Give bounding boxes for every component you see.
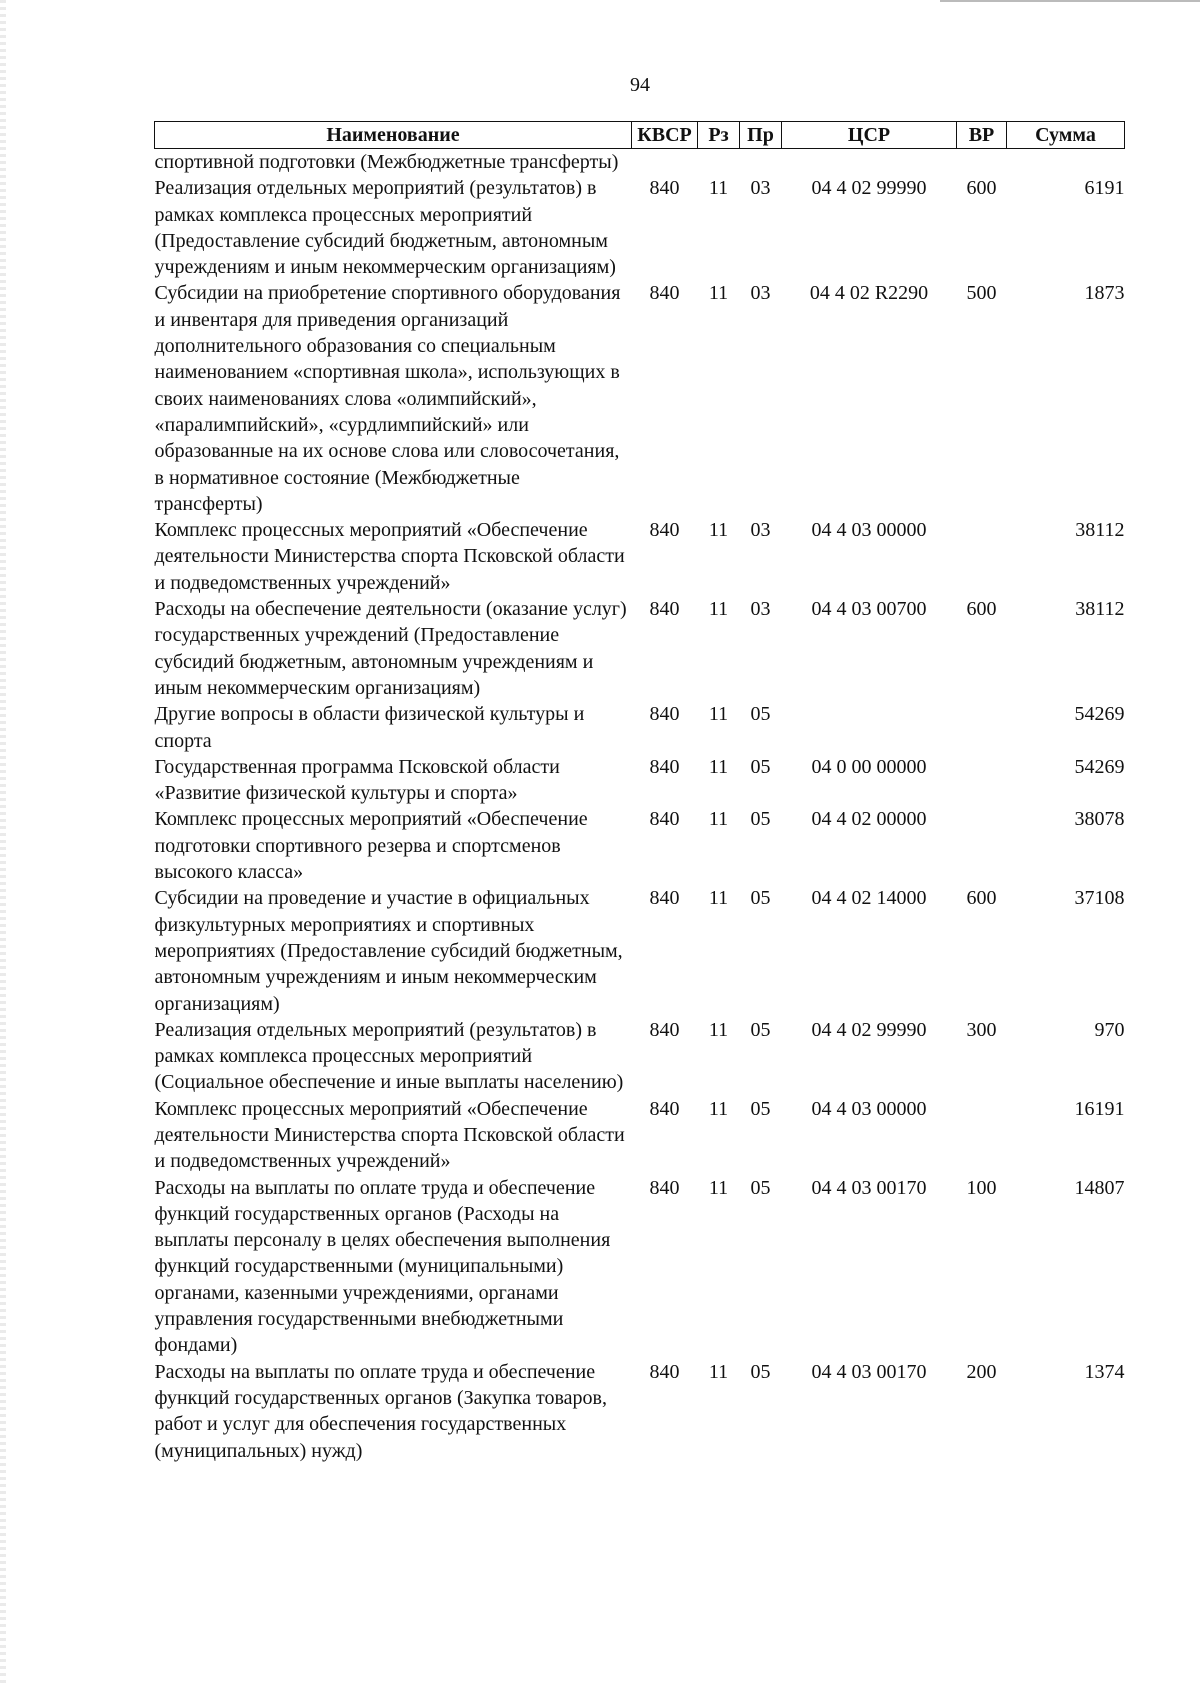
cell-csr: 04 4 03 00170 (811, 1176, 927, 1199)
cell-vr: 300 (966, 1018, 997, 1041)
cell-sum: 38112 (1075, 519, 1125, 542)
cell-rz: 11 (708, 598, 729, 621)
cell-pr: 03 (750, 598, 771, 621)
header-name: Наименование (155, 122, 632, 149)
cell-kvsr: 840 (649, 1176, 680, 1199)
cell-sum: 1374 (1084, 1360, 1125, 1383)
cell-vr (957, 806, 1007, 885)
cell-rz: 11 (708, 519, 729, 542)
cell-name: Комплекс процессных мероприятий «Обеспечение деятельности Министерства спорта Псковской области и подведомственных учреждений» (154, 519, 625, 594)
cell-pr: 05 (750, 1018, 771, 1041)
cell-pr: 05 (750, 1097, 771, 1120)
header-sum: Сумма (1007, 122, 1125, 149)
cell-sum: 970 (1094, 1018, 1125, 1041)
cell-name: Субсидии на проведение и участие в официальных физкультурных мероприятиях и спортивных мероприятиях (Предоставление субсидий бюджетным, автономным учреждениям и иным некоммерческим организациям) (154, 887, 623, 1015)
cell-name: Субсидии на приобретение спортивного оборудования и инвентаря для приведения организаций дополнительного образования со специальным наименованием «спортивная школа», использующих в своих наименованиях слова «олимпийский», «паралимпийский», «сурдлимпийский» или образованные на их основе слова или словосочетания, в нормативное состояние (Межбюджетные трансферты) (154, 282, 621, 515)
cell-vr (957, 149, 1007, 176)
cell-rz: 11 (708, 1018, 729, 1041)
table-row (155, 596, 1125, 701)
cell-csr: 04 0 00 00000 (811, 755, 927, 778)
cell-pr (740, 149, 782, 176)
cell-pr: 05 (750, 887, 771, 910)
header-row (155, 122, 1125, 149)
cell-vr: 600 (966, 887, 997, 910)
cell-rz: 11 (708, 1097, 729, 1120)
table-row (155, 885, 1125, 1016)
cell-vr: 100 (966, 1176, 997, 1199)
cell-rz: 11 (708, 177, 729, 200)
table-row (155, 1096, 1125, 1175)
header-vr: ВР (957, 122, 1007, 149)
cell-vr (957, 754, 1007, 807)
cell-pr: 05 (750, 703, 771, 726)
cell-csr: 04 4 02 99990 (811, 177, 927, 200)
budget-table (154, 121, 1125, 1464)
header-rz: Рз (698, 122, 740, 149)
table-row (155, 517, 1125, 596)
cell-rz: 11 (708, 1176, 729, 1199)
cell-rz: 11 (708, 755, 729, 778)
table-row (155, 1017, 1125, 1096)
cell-rz: 11 (708, 1360, 729, 1383)
cell-rz: 11 (708, 887, 729, 910)
table-row (155, 1175, 1125, 1359)
table-row (155, 754, 1125, 807)
cell-kvsr (632, 149, 698, 176)
cell-sum: 37108 (1074, 887, 1125, 910)
cell-pr: 05 (750, 1176, 771, 1199)
cell-name: Расходы на выплаты по оплате труда и обеспечение функций государственных органов (Закупка товаров, работ и услуг для обеспечения государственных (муниципальных) нужд) (154, 1360, 607, 1462)
table-header (155, 122, 1125, 149)
cell-csr: 04 4 02 00000 (811, 808, 927, 831)
cell-sum: 38112 (1075, 598, 1125, 621)
scan-edge (0, 0, 6, 1686)
cell-sum: 16191 (1074, 1097, 1125, 1120)
cell-pr: 05 (750, 808, 771, 831)
cell-csr: 04 4 03 00700 (811, 598, 927, 621)
cell-pr: 03 (750, 519, 771, 542)
cell-pr: 05 (750, 1360, 771, 1383)
cell-rz (698, 149, 740, 176)
cell-kvsr: 840 (649, 703, 680, 726)
cell-kvsr: 840 (649, 519, 680, 542)
table-row (155, 149, 1125, 176)
cell-name: Расходы на выплаты по оплате труда и обеспечение функций государственных органов (Расходы на выплаты персоналу в целях обеспечения выполнения функций государственными (муниципальными) органами, казенными учреждениями, органами управления государственными внебюджетными фондами) (154, 1176, 611, 1357)
table-row (155, 806, 1125, 885)
cell-pr: 05 (750, 755, 771, 778)
cell-name: Реализация отдельных мероприятий (результатов) в рамках комплекса процессных мероприятий (Социальное обеспечение и иные выплаты населению) (154, 1018, 624, 1094)
cell-name: спортивной подготовки (Межбюджетные трансферты) (154, 151, 619, 173)
table-body (155, 149, 1125, 1464)
cell-name: Другие вопросы в области физической культуры и спорта (154, 703, 585, 752)
cell-pr: 03 (750, 282, 771, 305)
cell-kvsr: 840 (649, 1360, 680, 1383)
cell-name: Комплекс процессных мероприятий «Обеспечение деятельности Министерства спорта Псковской области и подведомственных учреждений» (154, 1097, 625, 1173)
cell-kvsr: 840 (649, 755, 680, 778)
cell-csr: 04 4 02 14000 (811, 887, 927, 910)
table-row (155, 280, 1125, 517)
cell-csr (782, 149, 957, 176)
header-csr: ЦСР (782, 122, 957, 149)
cell-name: Расходы на обеспечение деятельности (оказание услуг) государственных учреждений (Предоставление субсидий бюджетным, автономным учреждениям и иным некоммерческим организациям) (154, 598, 627, 699)
cell-sum: 54269 (1074, 755, 1125, 778)
cell-sum: 54269 (1074, 703, 1125, 726)
header-pr: Пр (740, 122, 782, 149)
table-row (155, 1359, 1125, 1464)
cell-kvsr: 840 (649, 1097, 680, 1120)
cell-vr: 500 (966, 282, 997, 305)
cell-kvsr: 840 (649, 808, 680, 831)
cell-sum: 1873 (1084, 282, 1125, 305)
cell-csr (782, 701, 957, 754)
cell-rz: 11 (708, 282, 729, 305)
page-number: 94 (630, 74, 650, 96)
cell-vr (957, 1096, 1007, 1175)
cell-vr: 600 (966, 177, 997, 200)
table-row (155, 175, 1125, 280)
cell-csr: 04 4 02 99990 (811, 1018, 927, 1041)
cell-vr (957, 517, 1007, 596)
cell-vr: 600 (966, 598, 997, 621)
cell-pr: 03 (750, 177, 771, 200)
cell-name: Государственная программа Псковской области «Развитие физической культуры и спорта» (154, 755, 560, 805)
cell-name: Реализация отдельных мероприятий (результатов) в рамках комплекса процессных мероприятий (Предоставление субсидий бюджетным, автономным учреждениям и иным некоммерческим организациям) (154, 177, 616, 279)
cell-kvsr: 840 (649, 177, 680, 200)
cell-csr: 04 4 03 00000 (811, 1097, 927, 1120)
header-kvsr: КВСР (632, 122, 698, 149)
cell-csr: 04 4 02 R2290 (809, 282, 929, 305)
cell-sum: 14807 (1074, 1176, 1125, 1199)
cell-csr: 04 4 03 00000 (811, 519, 927, 542)
cell-vr (957, 701, 1007, 754)
cell-rz: 11 (708, 808, 729, 831)
cell-name: Комплекс процессных мероприятий «Обеспечение подготовки спортивного резерва и спортсменов высокого класса» (154, 808, 588, 884)
cell-sum: 38078 (1074, 808, 1125, 831)
table-row (155, 701, 1125, 754)
cell-kvsr: 840 (649, 598, 680, 621)
cell-kvsr: 840 (649, 887, 680, 910)
cell-kvsr: 840 (649, 282, 680, 305)
cell-kvsr: 840 (649, 1018, 680, 1041)
cell-rz: 11 (708, 703, 729, 726)
cell-sum (1007, 149, 1125, 176)
scan-top-rule (940, 0, 1200, 2)
cell-sum: 6191 (1084, 177, 1125, 200)
cell-csr: 04 4 03 00170 (811, 1360, 927, 1383)
cell-vr: 200 (966, 1360, 997, 1383)
